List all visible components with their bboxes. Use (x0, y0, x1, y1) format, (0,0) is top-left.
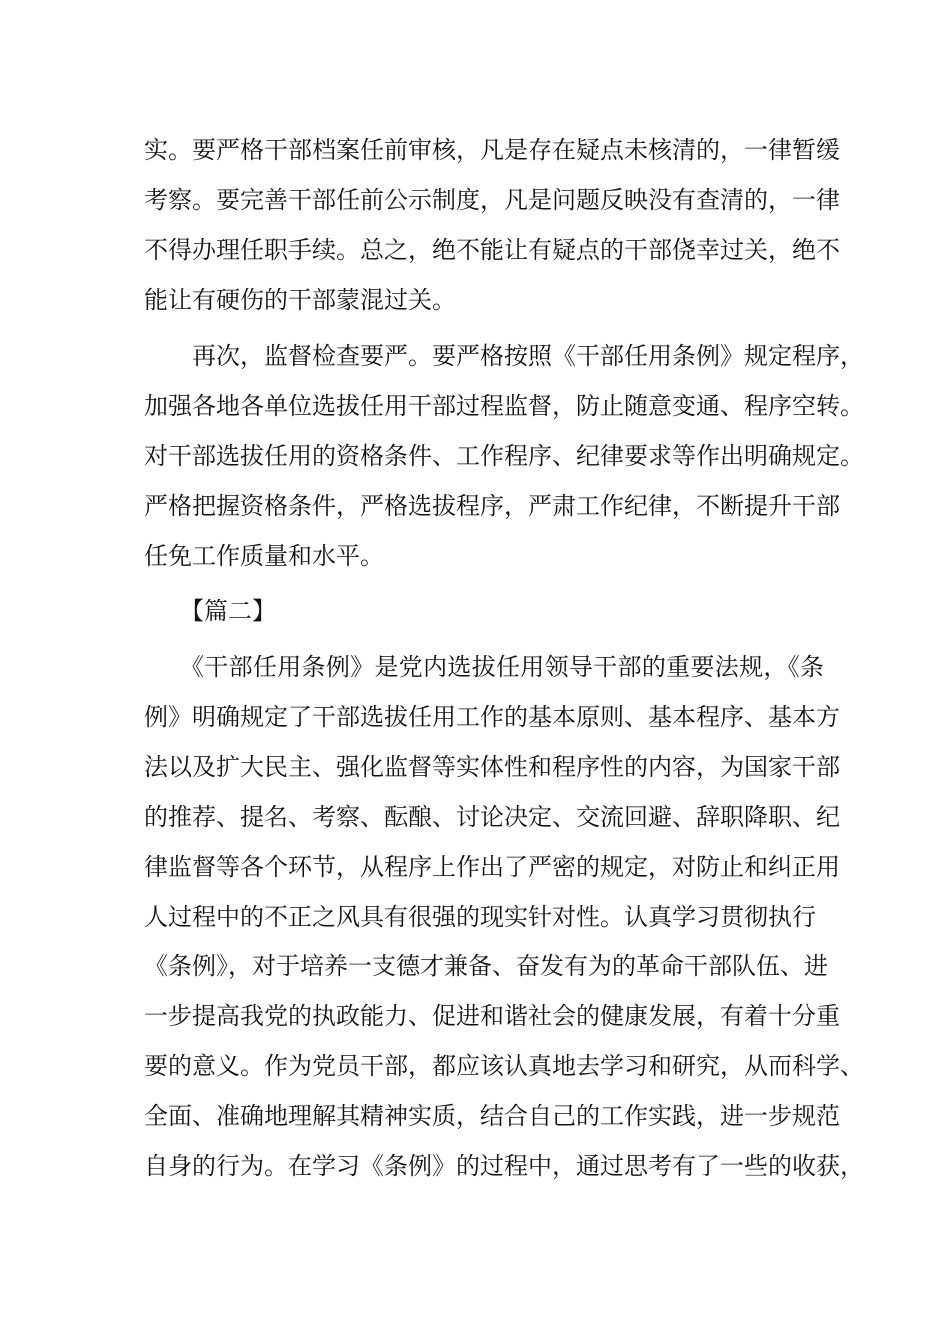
paragraph-2-line-1: 再次，监督检查要严。要严格按照《干部任用条例》规定程序， (192, 342, 864, 370)
paragraph-2-line-4: 严格把握资格条件，严格选拔程序，严肃工作纪律，不断提升干部 (144, 492, 840, 520)
section-heading: 【篇二】 (180, 597, 276, 625)
paragraph-3-line-10: 全面、准确地理解其精神实质，结合自己的工作实践，进一步规范 (144, 1102, 840, 1130)
paragraph-2-line-5: 任免工作质量和水平。 (144, 542, 384, 570)
paragraph-1-line-1: 实。要严格干部档案任前审核，凡是存在疑点未核清的，一律暂缓 (144, 136, 840, 164)
paragraph-2-line-3: 对干部选拔任用的资格条件、工作程序、纪律要求等作出明确规定。 (144, 442, 864, 470)
paragraph-3-line-6: 人过程中的不正之风具有很强的现实针对性。认真学习贯彻执行 (144, 903, 816, 931)
paragraph-3-line-4: 的推荐、提名、考察、酝酿、讨论决定、交流回避、辞职降职、纪 (144, 803, 840, 831)
paragraph-3-line-3: 法以及扩大民主、强化监督等实体性和程序性的内容，为国家干部 (144, 753, 840, 781)
paragraph-3-line-8: 一步提高我党的执政能力、促进和谐社会的健康发展，有着十分重 (144, 1002, 840, 1030)
paragraph-3-line-7: 《条例》，对于培养一支德才兼备、奋发有为的革命干部队伍、进 (144, 952, 828, 980)
paragraph-2-line-2: 加强各地各单位选拔任用干部过程监督，防止随意变通、程序空转。 (144, 392, 864, 420)
paragraph-1-line-2: 考察。要完善干部任前公示制度，凡是问题反映没有查清的，一律 (144, 186, 840, 214)
paragraph-3-line-11: 自身的行为。在学习《条例》的过程中，通过思考有了一些的收获， (144, 1152, 864, 1180)
paragraph-3-line-1: 《干部任用条例》是党内选拔任用领导干部的重要法规，《条 (180, 653, 824, 681)
paragraph-3-line-9: 要的意义。作为党员干部，都应该认真地去学习和研究，从而科学、 (144, 1052, 864, 1080)
paragraph-3-line-5: 律监督等各个环节，从程序上作出了严密的规定，对防止和纠正用 (144, 853, 840, 881)
paragraph-1-line-3: 不得办理任职手续。总之，绝不能让有疑点的干部侥幸过关，绝不 (144, 236, 840, 264)
paragraph-1-line-4: 能让有硬伤的干部蒙混过关。 (144, 286, 456, 314)
paragraph-3-line-2: 例》明确规定了干部选拔任用工作的基本原则、基本程序、基本方 (144, 703, 840, 731)
